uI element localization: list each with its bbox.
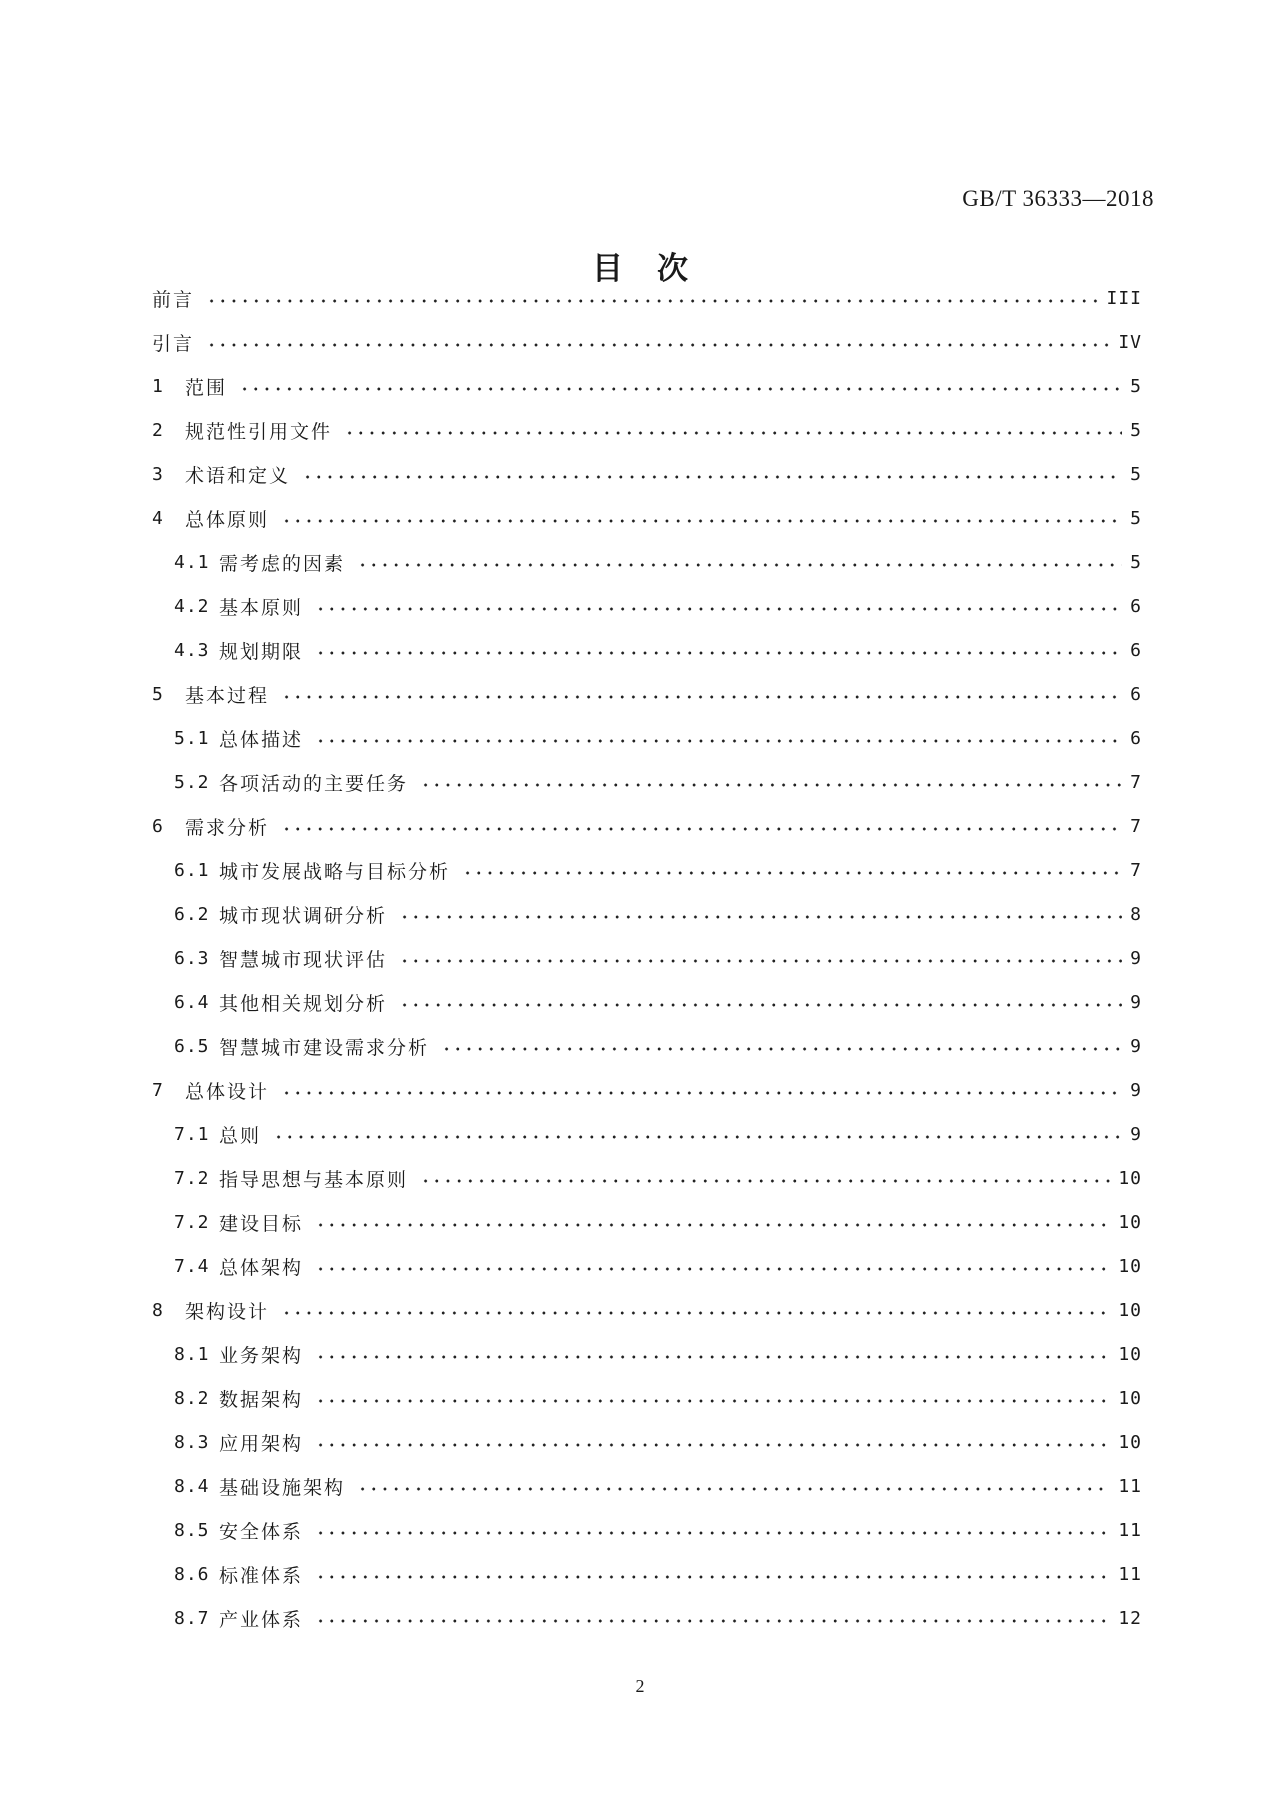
toc-entry-label: 引言: [152, 332, 195, 355]
toc-dot-leader: [315, 1221, 1110, 1229]
toc-entry-label: 需考虑的因素: [219, 552, 346, 575]
toc-entry-page: 10: [1118, 1299, 1142, 1321]
toc-entry-number: 7: [152, 1079, 164, 1101]
toc-entry-label: 业务架构: [219, 1344, 304, 1367]
toc-entry-number: 3: [152, 463, 164, 485]
toc-entry[interactable]: [152, 1068, 1142, 1112]
toc-entry[interactable]: [152, 452, 1142, 496]
toc-dot-leader: [315, 1529, 1110, 1537]
toc-dot-leader: [357, 561, 1122, 569]
toc-entry[interactable]: [152, 1596, 1142, 1640]
toc-entry-page: 5: [1130, 507, 1142, 529]
toc-title-char-2: 次: [657, 251, 688, 287]
toc-entry-number: 6.3: [174, 947, 210, 969]
toc-entry-label: 术语和定义: [185, 464, 291, 487]
toc-entry[interactable]: [152, 1464, 1142, 1508]
toc-entry[interactable]: [152, 1024, 1142, 1068]
toc-dot-leader: [462, 869, 1122, 877]
toc-dot-leader: [302, 473, 1122, 481]
toc-entry-label: 总体架构: [219, 1256, 304, 1279]
toc-dot-leader: [420, 781, 1122, 789]
toc-entry-label: 指导思想与基本原则: [219, 1168, 409, 1191]
toc-entry-number: 6.2: [174, 903, 210, 925]
toc-entry[interactable]: [152, 540, 1142, 584]
toc-entry-number: 5: [152, 683, 164, 705]
toc-entry[interactable]: [152, 760, 1142, 804]
toc-entry[interactable]: [152, 1156, 1142, 1200]
toc-entry-number: 8.3: [174, 1431, 210, 1453]
toc-dot-leader: [399, 913, 1122, 921]
toc-entry-number: 1: [152, 375, 164, 397]
toc-entry[interactable]: [152, 496, 1142, 540]
toc-dot-leader: [315, 737, 1122, 745]
toc-entry[interactable]: [152, 1376, 1142, 1420]
toc-entry-number: 8.5: [174, 1519, 210, 1541]
toc-entry-number: 4.1: [174, 551, 210, 573]
toc-entry[interactable]: [152, 980, 1142, 1024]
toc-entry-number: 8.7: [174, 1607, 210, 1629]
toc-entry-number: 8.1: [174, 1343, 210, 1365]
toc-dot-leader: [273, 1133, 1122, 1141]
standard-code: GB/T 36333—2018: [962, 186, 1154, 211]
toc-entry-label: 基本原则: [219, 596, 304, 619]
toc-entry-page: 7: [1130, 815, 1142, 837]
toc-entry-label: 总体设计: [185, 1080, 270, 1103]
toc-entry-page: 5: [1130, 375, 1142, 397]
toc-entry[interactable]: [152, 1200, 1142, 1244]
toc-entry[interactable]: [152, 672, 1142, 716]
toc-entry-page: 11: [1118, 1475, 1142, 1497]
toc-entry-label: 基本过程: [185, 684, 270, 707]
toc-dot-leader: [357, 1485, 1110, 1493]
toc-entry[interactable]: [152, 1332, 1142, 1376]
toc-entry-label: 基础设施架构: [219, 1476, 346, 1499]
toc-entry-page: 7: [1130, 859, 1142, 881]
toc-entry-label: 安全体系: [219, 1520, 304, 1543]
toc-entry-number: 6.4: [174, 991, 210, 1013]
toc-entry-page: 6: [1130, 683, 1142, 705]
toc-entry-page: 6: [1130, 727, 1142, 749]
toc-dot-leader: [344, 429, 1122, 437]
toc-entry-label: 智慧城市现状评估: [219, 948, 388, 971]
toc-entry-label: 各项活动的主要任务: [219, 772, 409, 795]
toc-entry-label: 城市发展战略与目标分析: [219, 860, 451, 883]
toc-entry-page: 10: [1118, 1431, 1142, 1453]
toc-entry-label: 规划期限: [219, 640, 304, 663]
toc-dot-leader: [399, 957, 1122, 965]
toc-entry[interactable]: [152, 936, 1142, 980]
toc-dot-leader: [206, 341, 1110, 349]
toc-dot-leader: [315, 1573, 1110, 1581]
toc-entry-label: 总则: [219, 1124, 262, 1147]
toc-dot-leader: [420, 1177, 1110, 1185]
toc-entry-page: 9: [1130, 947, 1142, 969]
toc-entry-label: 总体描述: [219, 728, 304, 751]
toc-entry[interactable]: [152, 716, 1142, 760]
toc-dot-leader: [315, 1397, 1110, 1405]
toc-entry-number: 6: [152, 815, 164, 837]
toc-entry[interactable]: [152, 1552, 1142, 1596]
toc-dot-leader: [206, 297, 1098, 305]
toc-dot-leader: [281, 1309, 1110, 1317]
toc-dot-leader: [315, 1441, 1110, 1449]
toc-entry-number: 7.1: [174, 1123, 210, 1145]
toc-entry-number: 5.1: [174, 727, 210, 749]
toc-entry[interactable]: [152, 276, 1142, 320]
toc-entry[interactable]: [152, 892, 1142, 936]
toc-dot-leader: [441, 1045, 1122, 1053]
table-of-contents: [152, 276, 1142, 1640]
toc-entry-page: 10: [1118, 1387, 1142, 1409]
toc-entry-number: 8.6: [174, 1563, 210, 1585]
toc-entry-label: 范围: [185, 376, 228, 399]
toc-entry-label: 规范性引用文件: [185, 420, 333, 443]
toc-entry-label: 产业体系: [219, 1608, 304, 1631]
toc-entry-number: 8.2: [174, 1387, 210, 1409]
toc-entry[interactable]: [152, 364, 1142, 408]
toc-dot-leader: [399, 1001, 1122, 1009]
toc-entry-page: 6: [1130, 595, 1142, 617]
toc-entry[interactable]: [152, 408, 1142, 452]
toc-entry-number: 4.3: [174, 639, 210, 661]
toc-entry-label: 智慧城市建设需求分析: [219, 1036, 430, 1059]
toc-entry[interactable]: [152, 1420, 1142, 1464]
toc-entry[interactable]: [152, 584, 1142, 628]
toc-dot-leader: [239, 385, 1122, 393]
toc-entry-label: 需求分析: [185, 816, 270, 839]
toc-entry[interactable]: [152, 804, 1142, 848]
toc-entry-page: 9: [1130, 1123, 1142, 1145]
toc-dot-leader: [315, 1265, 1110, 1273]
toc-entry[interactable]: [152, 628, 1142, 672]
toc-dot-leader: [281, 825, 1122, 833]
page-number: 2: [635, 1676, 645, 1696]
toc-entry-label: 应用架构: [219, 1432, 304, 1455]
toc-entry[interactable]: [152, 1508, 1142, 1552]
toc-entry-page: 10: [1118, 1255, 1142, 1277]
toc-entry-page: 10: [1118, 1167, 1142, 1189]
toc-entry-label: 标准体系: [219, 1564, 304, 1587]
toc-entry-number: 8: [152, 1299, 164, 1321]
toc-entry-label: 架构设计: [185, 1300, 270, 1323]
toc-entry-page: 5: [1130, 551, 1142, 573]
toc-entry-number: 6.5: [174, 1035, 210, 1057]
toc-entry-number: 7.2: [174, 1211, 210, 1233]
toc-entry-page: 11: [1118, 1563, 1142, 1585]
toc-entry-page: 6: [1130, 639, 1142, 661]
toc-entry-number: 5.2: [174, 771, 210, 793]
toc-entry-page: 9: [1130, 991, 1142, 1013]
toc-entry-page: 5: [1130, 419, 1142, 441]
toc-entry-number: 2: [152, 419, 164, 441]
toc-entry-label: 总体原则: [185, 508, 270, 531]
toc-entry[interactable]: [152, 320, 1142, 364]
toc-entry-label: 城市现状调研分析: [219, 904, 388, 927]
toc-entry-page: 8: [1130, 903, 1142, 925]
toc-entry-number: 8.4: [174, 1475, 210, 1497]
toc-dot-leader: [281, 693, 1122, 701]
toc-entry-label: 建设目标: [219, 1212, 304, 1235]
toc-entry-number: 7.2: [174, 1167, 210, 1189]
toc-dot-leader: [315, 1617, 1110, 1625]
toc-dot-leader: [281, 1089, 1122, 1097]
toc-dot-leader: [281, 517, 1122, 525]
toc-entry-page: 5: [1130, 463, 1142, 485]
toc-entry-label: 其他相关规划分析: [219, 992, 388, 1015]
toc-entry-number: 4.2: [174, 595, 210, 617]
toc-entry-label: 数据架构: [219, 1388, 304, 1411]
toc-entry-page: 10: [1118, 1343, 1142, 1365]
toc-entry[interactable]: [152, 848, 1142, 892]
toc-dot-leader: [315, 605, 1122, 613]
toc-entry-page: 12: [1118, 1607, 1142, 1629]
toc-entry-number: 6.1: [174, 859, 210, 881]
toc-entry[interactable]: [152, 1244, 1142, 1288]
toc-entry-page: 11: [1118, 1519, 1142, 1541]
toc-title-char-1: 目: [592, 251, 623, 287]
toc-entry-page: IV: [1118, 331, 1142, 353]
toc-entry[interactable]: [152, 1288, 1142, 1332]
toc-entry-page: III: [1106, 287, 1142, 309]
toc-dot-leader: [315, 649, 1122, 657]
toc-entry[interactable]: [152, 1112, 1142, 1156]
toc-entry-number: 7.4: [174, 1255, 210, 1277]
toc-dot-leader: [315, 1353, 1110, 1361]
toc-entry-page: 10: [1118, 1211, 1142, 1233]
toc-entry-page: 9: [1130, 1079, 1142, 1101]
toc-entry-number: 4: [152, 507, 164, 529]
toc-entry-label: 前言: [152, 288, 195, 311]
toc-entry-page: 7: [1130, 771, 1142, 793]
toc-entry-page: 9: [1130, 1035, 1142, 1057]
